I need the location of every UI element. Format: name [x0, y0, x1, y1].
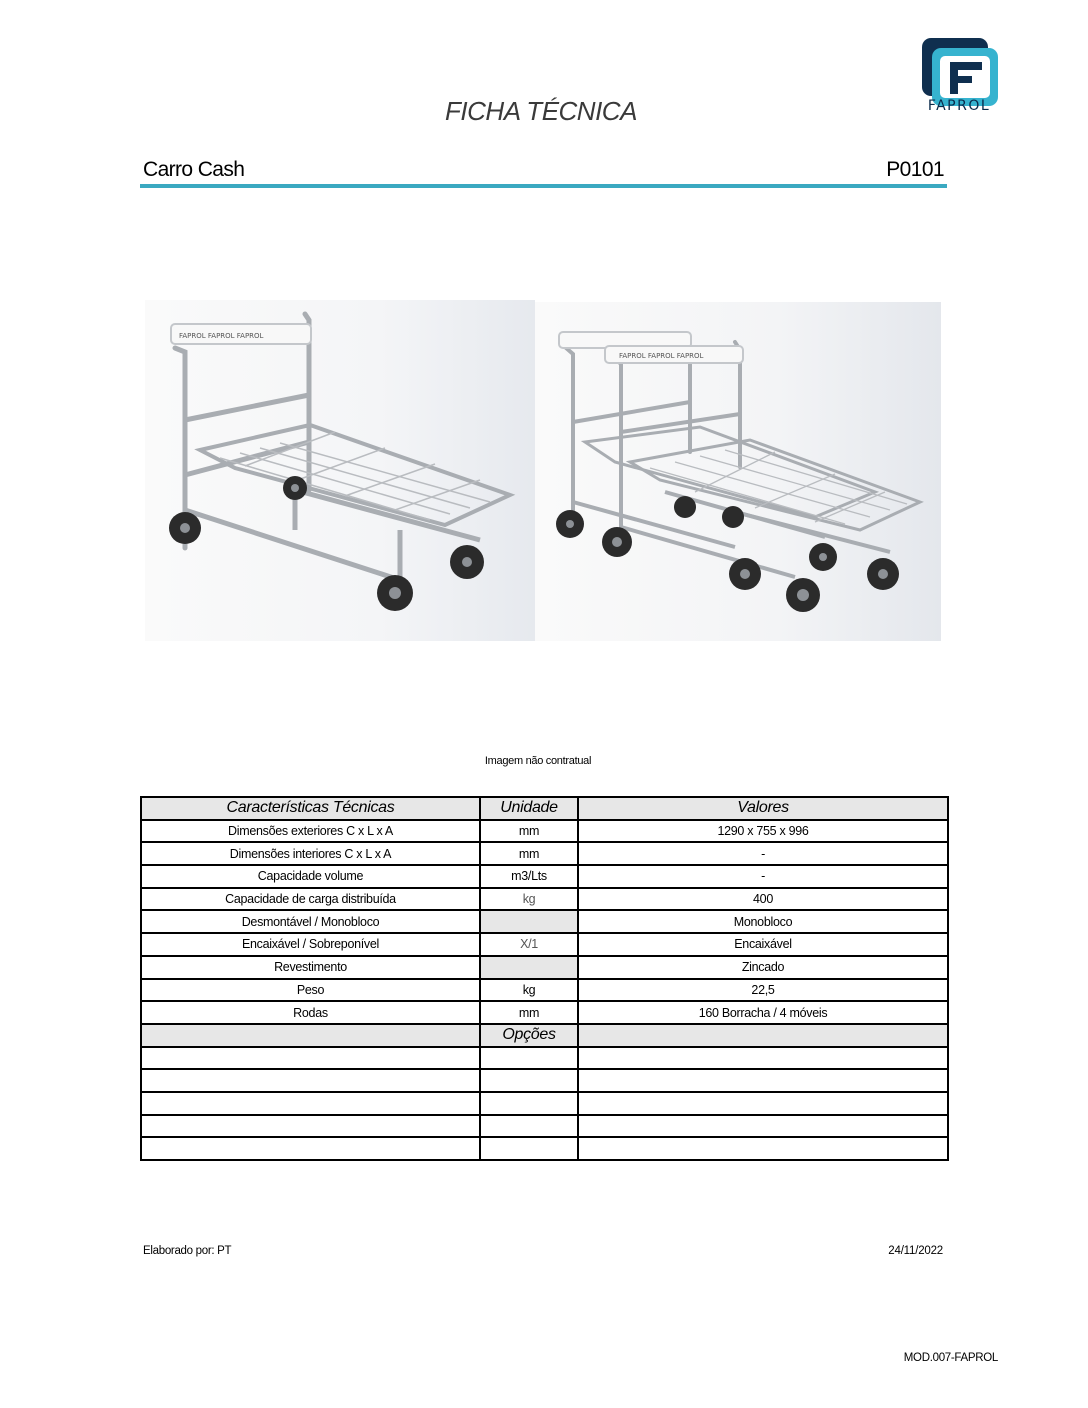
- option-cell: [578, 1047, 948, 1070]
- spec-unit: [480, 956, 578, 979]
- option-cell: [578, 1092, 948, 1115]
- single-cart-image: [145, 300, 535, 641]
- spec-value: Encaixável: [578, 933, 948, 956]
- table-row: [141, 979, 948, 1002]
- spec-label: Revestimento: [141, 956, 480, 979]
- column-header: Unidade: [480, 797, 578, 820]
- options-header-spacer: [578, 1024, 948, 1047]
- spec-unit: kg: [480, 979, 578, 1002]
- option-cell: [578, 1115, 948, 1138]
- spec-label: Capacidade de carga distribuída: [141, 888, 480, 911]
- spec-unit: mm: [480, 842, 578, 865]
- table-row: [141, 888, 948, 911]
- header-divider: [140, 184, 947, 188]
- spec-unit: [480, 910, 578, 933]
- option-cell: [141, 1069, 480, 1092]
- option-cell: [141, 1115, 480, 1138]
- spec-label: Peso: [141, 979, 480, 1002]
- table-row: [141, 820, 948, 843]
- logo-wordmark: FAPROL: [927, 98, 991, 114]
- handle-logo-text: FAPROL FAPROL FAPROL: [179, 332, 264, 340]
- options-row: [141, 1115, 948, 1138]
- spec-unit: mm: [480, 820, 578, 843]
- spec-label: Dimensões exteriores C x L x A: [141, 820, 480, 843]
- document-date: 24/11/2022: [888, 1245, 943, 1257]
- options-row: [141, 1092, 948, 1115]
- option-cell: [578, 1137, 948, 1160]
- option-cell: [480, 1047, 578, 1070]
- spec-label: Desmontável / Monobloco: [141, 910, 480, 933]
- spec-value: Monobloco: [578, 910, 948, 933]
- spec-value: 1290 x 755 x 996: [578, 820, 948, 843]
- table-row: [141, 956, 948, 979]
- option-cell: [578, 1069, 948, 1092]
- options-row: [141, 1047, 948, 1070]
- product-code: P0101: [886, 158, 944, 181]
- spec-label: Capacidade volume: [141, 865, 480, 888]
- option-cell: [480, 1137, 578, 1160]
- options-row: [141, 1069, 948, 1092]
- spec-unit: kg: [480, 888, 578, 911]
- option-cell: [480, 1069, 578, 1092]
- form-code: MOD.007-FAPROL: [903, 1352, 998, 1364]
- option-cell: [480, 1115, 578, 1138]
- options-header-row: [141, 1024, 948, 1047]
- option-cell: [141, 1047, 480, 1070]
- table-header-row: [141, 797, 948, 820]
- image-disclaimer: Imagem não contratual: [484, 755, 592, 767]
- spec-value: 22,5: [578, 979, 948, 1002]
- spec-unit: m3/Lts: [480, 865, 578, 888]
- product-name: Carro Cash: [143, 158, 245, 181]
- spec-unit: X/1: [480, 933, 578, 956]
- document-title: FICHA TÉCNICA: [445, 96, 637, 126]
- spec-value: Zincado: [578, 956, 948, 979]
- option-cell: [141, 1137, 480, 1160]
- handle-logo-text: FAPROL FAPROL FAPROL: [619, 352, 704, 360]
- spec-value: 160 Borracha / 4 móveis: [578, 1001, 948, 1024]
- technical-specs-table: [140, 796, 949, 1161]
- spec-label: Rodas: [141, 1001, 480, 1024]
- option-cell: [480, 1092, 578, 1115]
- spec-value: -: [578, 842, 948, 865]
- spec-unit: mm: [480, 1001, 578, 1024]
- options-header: Opções: [480, 1024, 578, 1047]
- column-header: Características Técnicas: [141, 797, 480, 820]
- spec-value: 400: [578, 888, 948, 911]
- table-row: [141, 1001, 948, 1024]
- table-row: [141, 910, 948, 933]
- spec-label: Encaixável / Sobreponível: [141, 933, 480, 956]
- nested-carts-image: [535, 302, 941, 641]
- table-row: [141, 842, 948, 865]
- column-header: Valores: [578, 797, 948, 820]
- options-header-spacer: [141, 1024, 480, 1047]
- table-row: [141, 865, 948, 888]
- option-cell: [141, 1092, 480, 1115]
- options-row: [141, 1137, 948, 1160]
- prepared-by: Elaborado por: PT: [143, 1245, 232, 1257]
- table-row: [141, 933, 948, 956]
- spec-label: Dimensões interiores C x L x A: [141, 842, 480, 865]
- spec-value: -: [578, 865, 948, 888]
